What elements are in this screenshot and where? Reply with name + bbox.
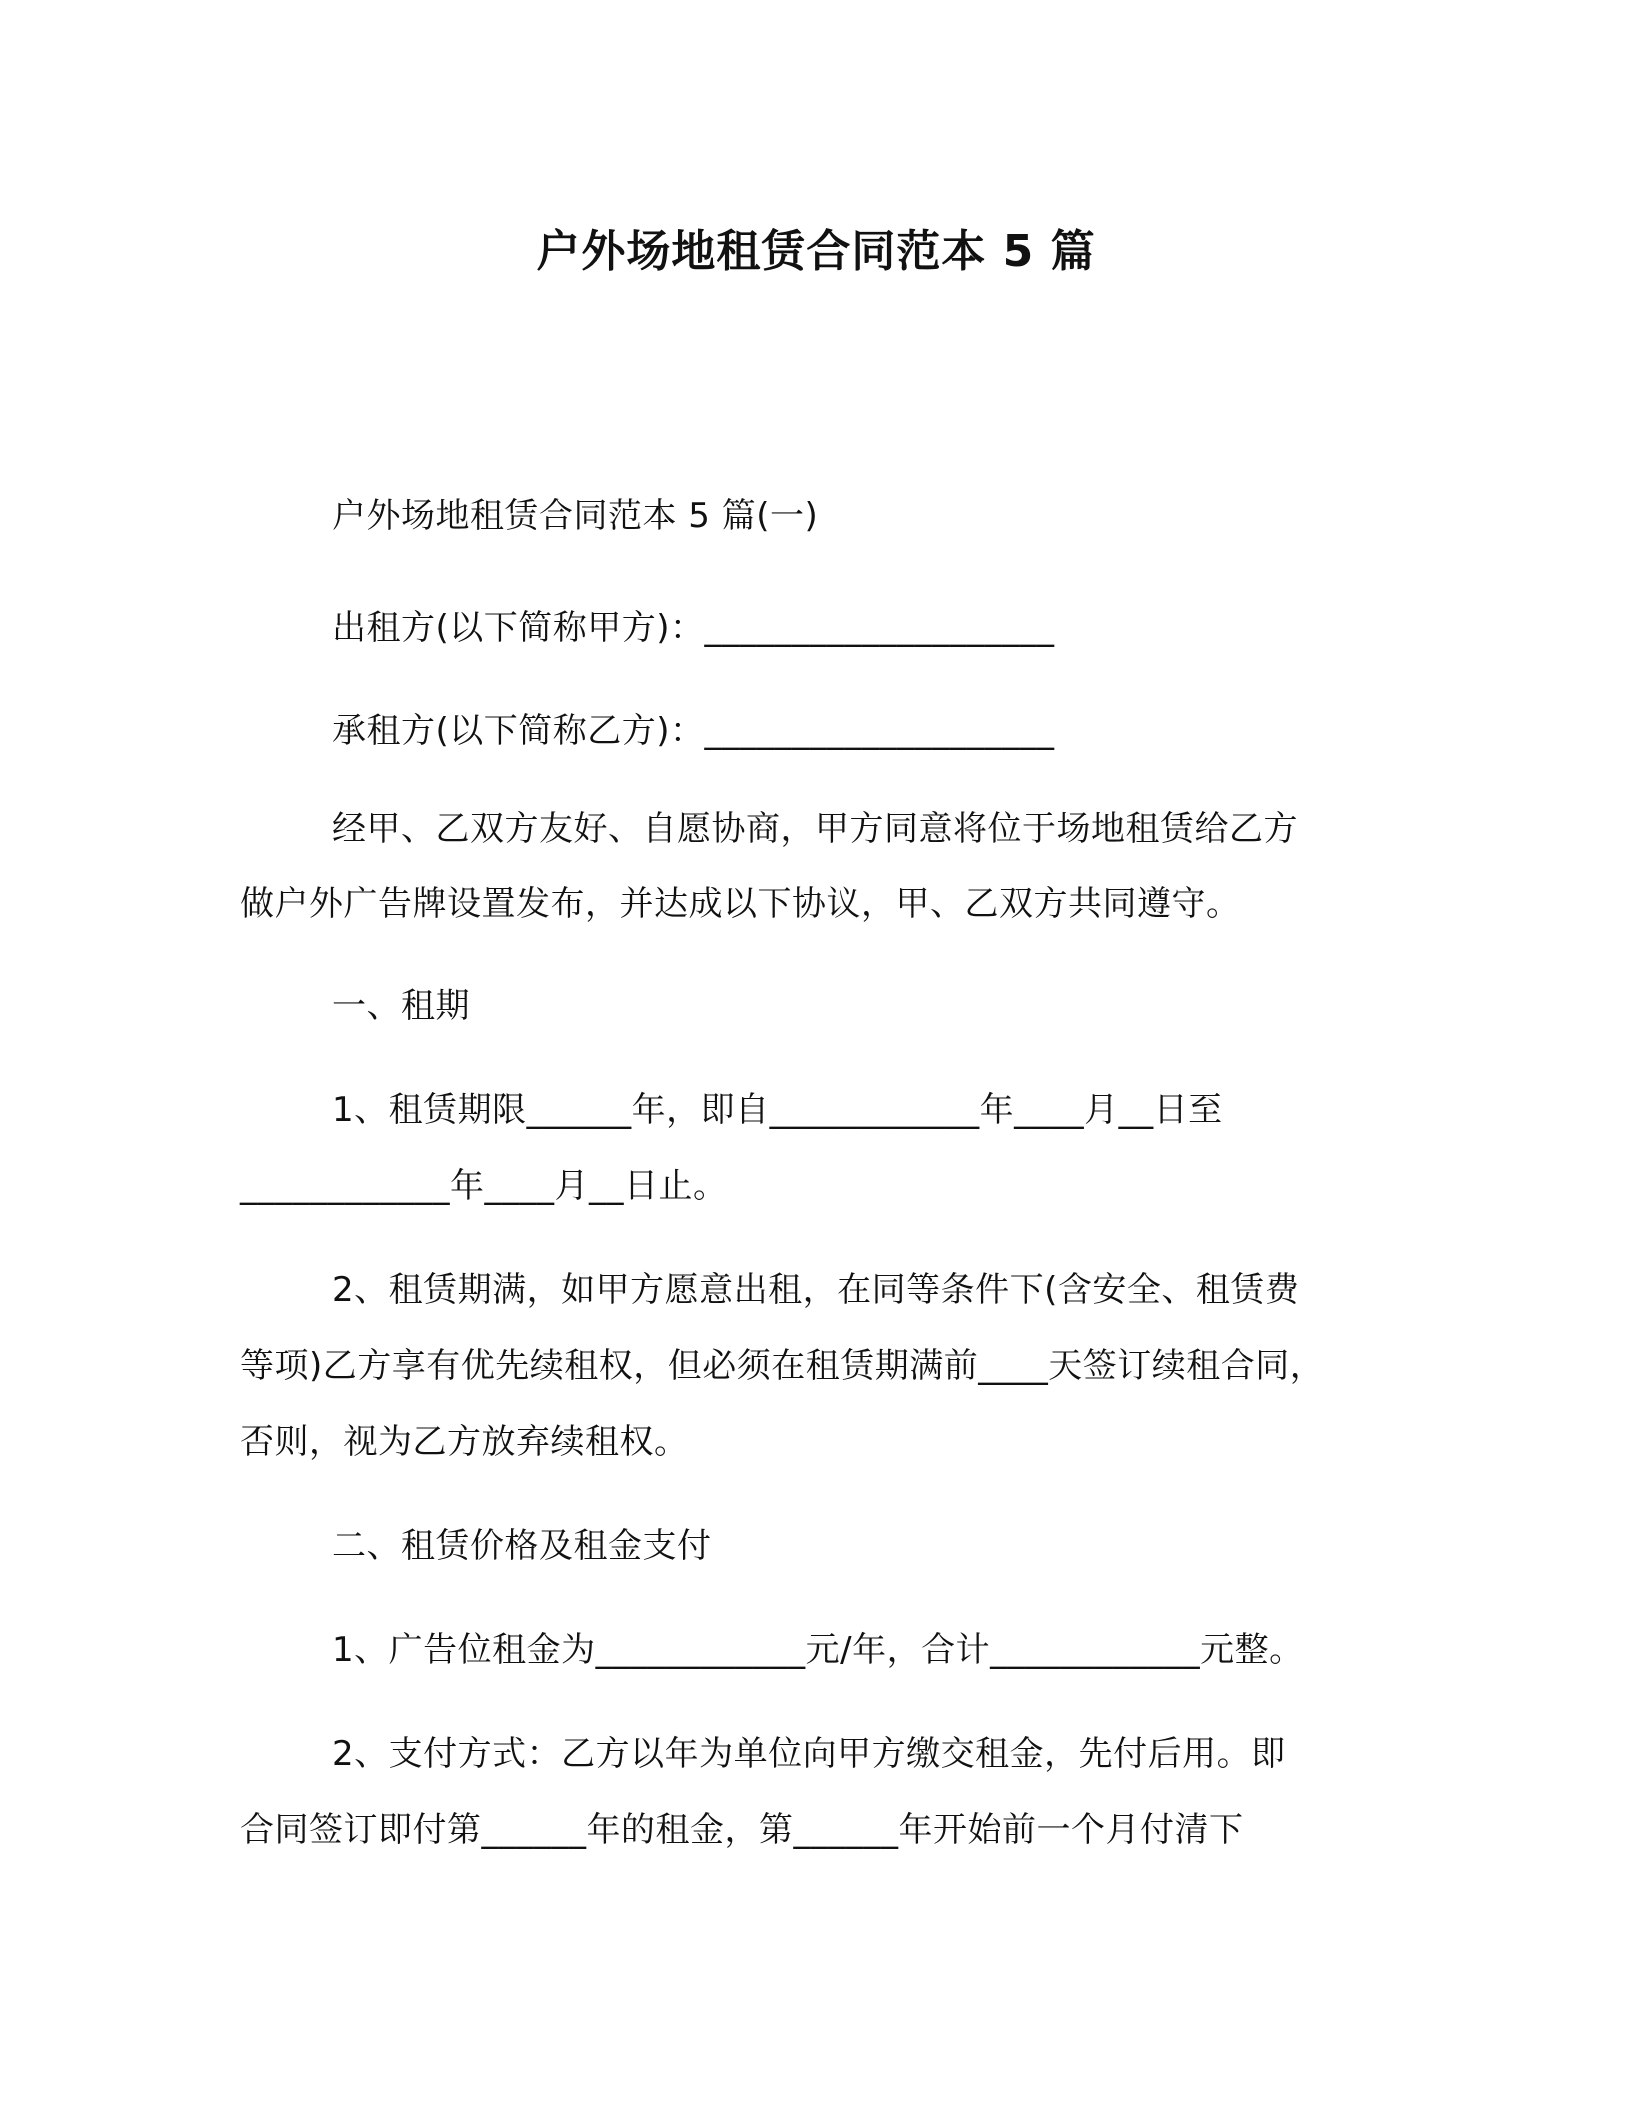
paragraph-line: 1、租赁期限______年，即自____________年____月__日至 xyxy=(332,1090,1223,1130)
paragraph-line: 1、广告位租金为____________元/年，合计____________元整。 xyxy=(332,1630,1304,1670)
paragraph-line: 否则，视为乙方放弃续租权。 xyxy=(240,1422,689,1462)
clause-heading: 二、租赁价格及租金支付 xyxy=(332,1526,712,1566)
clause-heading: 一、租期 xyxy=(332,986,470,1026)
paragraph-line: 2、支付方式：乙方以年为单位向甲方缴交租金，先付后用。即 xyxy=(332,1734,1286,1774)
document-title: 户外场地租赁合同范本 5 篇 xyxy=(536,226,1096,277)
paragraph-line: 经甲、乙双方友好、自愿协商，甲方同意将位于场地租赁给乙方 xyxy=(332,809,1298,849)
paragraph-line: ____________年____月__日止。 xyxy=(240,1166,728,1206)
paragraph-line: 等项)乙方享有优先续租权，但必须在租赁期满前____天签订续租合同， xyxy=(240,1346,1325,1386)
paragraph-line: 2、租赁期满，如甲方愿意出租，在同等条件下(含安全、租赁费 xyxy=(332,1270,1300,1310)
lessor-line: 出租方(以下简称甲方)：____________________ xyxy=(332,608,1055,648)
lessee-line: 承租方(以下简称乙方)：____________________ xyxy=(332,711,1055,751)
section-heading: 户外场地租赁合同范本 5 篇(一) xyxy=(332,496,819,536)
paragraph-line: 合同签订即付第______年的租金，第______年开始前一个月付清下 xyxy=(240,1810,1244,1850)
paragraph-line: 做户外广告牌设置发布，并达成以下协议，甲、乙双方共同遵守。 xyxy=(240,884,1241,924)
